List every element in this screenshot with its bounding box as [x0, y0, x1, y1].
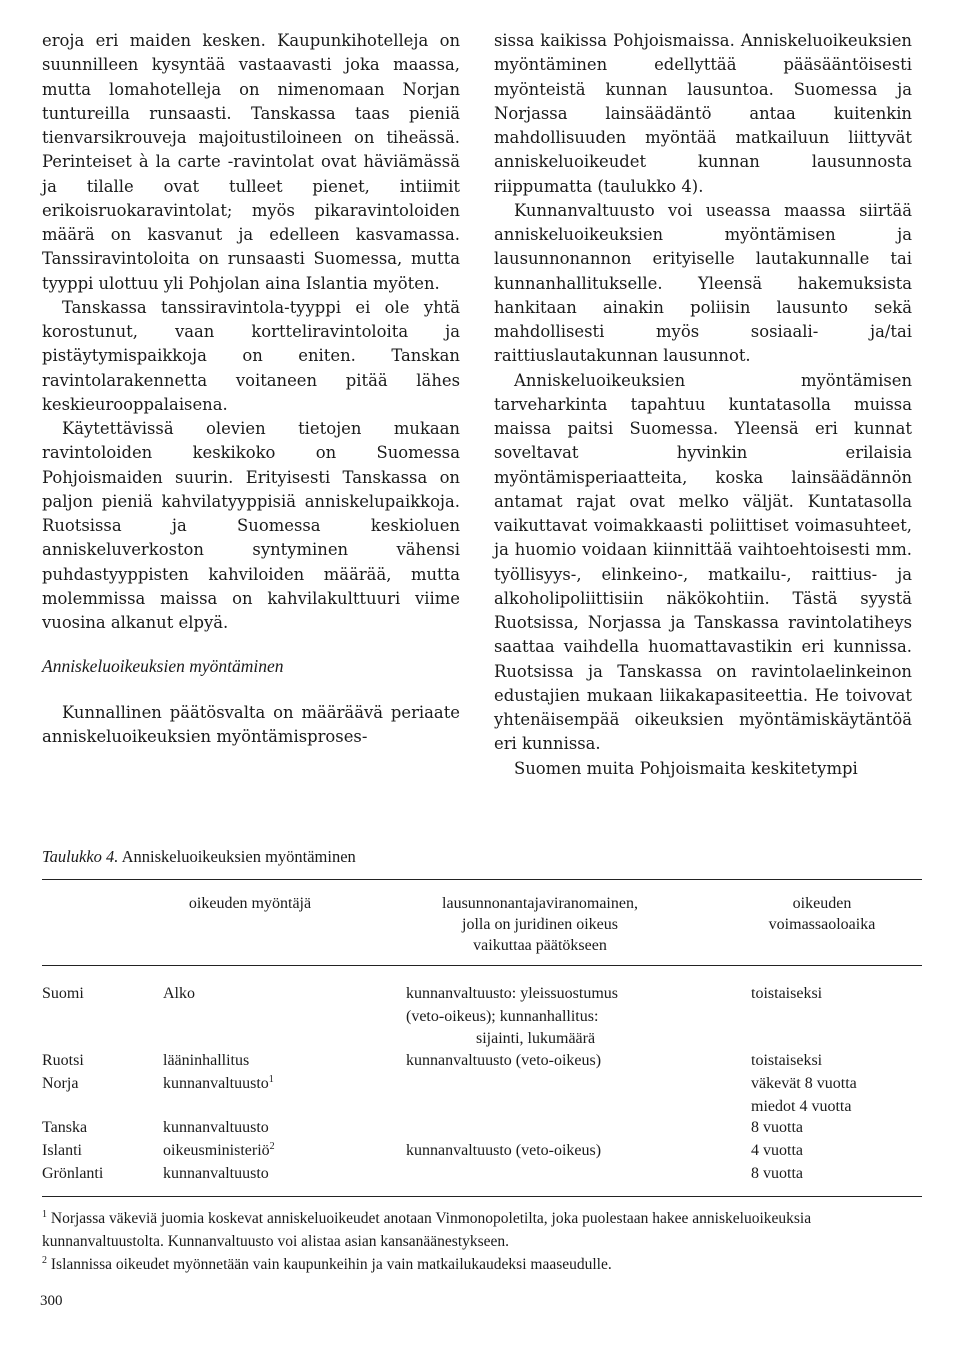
- left-paragraph-4: Kunnallinen päätösvalta on määräävä periaate anniskeluoikeuksien myöntämisproses-: [42, 702, 460, 746]
- footnote-1: [42, 1207, 922, 1253]
- header-grantor-text: oikeuden myöntäjä: [188, 895, 312, 912]
- row-ruotsi-country: Ruotsi: [42, 1052, 84, 1069]
- header-authority-line-3: vaikuttaa päätökseen: [473, 937, 607, 954]
- row-tanska-validity: 8 vuotta: [751, 1119, 803, 1136]
- row-norja-validity-line-1: väkevät 8 vuotta: [751, 1075, 857, 1092]
- row-suomi-country: Suomi: [42, 985, 84, 1002]
- row-norja-validity-line-2: miedot 4 vuotta: [751, 1097, 852, 1115]
- right-paragraph-1: sissa kaikissa Pohjoismaissa. Anniskeluoikeuksien myöntäminen edellyttää pääsääntöisesti myönteistä kunnan lausuntoa. Suomessa ja Norjassa lainsäädäntö antaa kuitenkin mahdollisuuden myöntää matkailuun liittyvät anniskeluoikeudet kunnan lausunnosta riippumatta (taulukko 4).: [494, 31, 912, 196]
- footnote-2-mark: 2: [42, 1255, 47, 1266]
- row-norja-grantor-text: kunnanvaltuusto: [163, 1075, 269, 1092]
- footnote-2-text: Islannissa oikeudet myönnetään vain kaupunkeihin ja vain matkailukaudeksi maaseudulle.: [50, 1256, 612, 1273]
- header-validity-line-2: voimassaoloaika: [768, 916, 876, 933]
- row-suomi-authority-line-2: (veto-oikeus); kunnanhallitus:: [406, 1007, 599, 1025]
- left-paragraph-1: eroja eri maiden kesken. Kaupunkihotelleja on suunnilleen kysyntää vastaavasti joka maassa, mutta lomahotelleja on nimenomaan Norjan tuntureilla runsaasti. Tanskassa taas pieniä tienvarsikrouveja majoitustiloineen on tiheässä. Perinteiset à la carte -ravintolat ovat häviämässä ja tilalle ovat tulleet pienet, intiimit erikoisruokaravintolat; myös pikaravintoloiden määrä on kasvanut ja edelleen kasvamassa. Tanssiravintoloita on runsaasti Suomessa, mutta tyyppi ulottuu yli Pohjolan aina Islantia myöten.: [42, 31, 460, 293]
- table-header-rule: [42, 965, 922, 966]
- row-suomi-authority: [406, 983, 618, 1051]
- table-bottom-rule: [42, 1196, 922, 1197]
- row-ruotsi-authority: kunnanvaltuusto (veto-oikeus): [406, 1052, 602, 1069]
- footnote-ref-1: 1: [268, 1074, 274, 1085]
- row-norja-validity: [751, 1073, 857, 1118]
- row-gronlanti-grantor: kunnanvaltuusto: [163, 1165, 269, 1182]
- header-authority-line-2: jolla on juridinen oikeus: [462, 916, 618, 933]
- row-norja-country: Norja: [42, 1075, 79, 1092]
- footnotes: [42, 1207, 922, 1276]
- row-gronlanti-country: Grönlanti: [42, 1165, 104, 1182]
- row-tanska-grantor: kunnanvaltuusto: [163, 1119, 269, 1136]
- footnote-ref-2: 2: [269, 1141, 275, 1152]
- footnote-2: [42, 1253, 922, 1276]
- footnote-1-mark: 1: [42, 1209, 47, 1220]
- row-islanti-validity: 4 vuotta: [751, 1142, 803, 1159]
- row-islanti-grantor: [163, 1140, 275, 1163]
- right-paragraph-4: Suomen muita Pohjoismaita keskitetympi: [514, 758, 858, 778]
- row-suomi-authority-line-3: sijainti, lukumäärä: [476, 1030, 596, 1048]
- table-caption-label: Taulukko 4.: [42, 847, 119, 866]
- row-islanti-authority: kunnanvaltuusto (veto-oikeus): [406, 1142, 602, 1159]
- table-caption-text: Anniskeluoikeuksien myöntäminen: [121, 847, 356, 866]
- table-top-rule: [42, 879, 922, 880]
- row-gronlanti-validity: 8 vuotta: [751, 1165, 803, 1182]
- header-grantor: [150, 893, 350, 914]
- row-norja-grantor: [163, 1073, 274, 1096]
- header-authority-line-1: lausunnonantajaviranomainen,: [442, 895, 638, 912]
- left-column: [42, 29, 460, 749]
- right-paragraph-2: Kunnanvaltuusto voi useassa maassa siirtää anniskeluoikeuksien myöntämisen ja lausunnonannon erityiselle lautakunnalle tai kunnanhallitukselle. Yleensä hakemuksista hankitaan ainakin poliisin lausunto sekä mahdollisesti myös sosiaali- ja/tai raittiuslautakunnan lausunnot.: [494, 200, 912, 366]
- header-authority: [390, 893, 690, 956]
- right-paragraph-3: Anniskeluoikeuksien myöntämisen tarveharkinta tapahtuu kuntatasolla muissa maissa paitsi Suomessa. Yleensä eri kunnat soveltavat hyvinkin erilaisia myöntämisperiaatteita, koska lainsäädännön antamat rajat ovat melko väljät. Kuntatasolla vaikuttavat voimakkaasti poliittiset voimasuhteet, ja huomio voidaan kiinnittää vaihtoehtoisesti mm. työllisyys-, elinkeino-, matkailu-, raittius- ja alkoholipoliittisiin näkökohtiin. Tästä syystä Ruotsissa, Norjassa ja Tanskassa ravintolatiheys saattaa vaihdella huomattavastikin eri kunnissa. Ruotsissa ja Tanskassa on ravintolaelinkeinon edustajien mukaan liikakapasiteettia. He toivovat yhtenäisempää oikeuksien myöntämiskäytäntöä eri kunnissa.: [494, 370, 912, 754]
- row-suomi-authority-line-1: kunnanvaltuusto: yleissuostumus: [406, 985, 618, 1002]
- header-validity: [732, 893, 912, 935]
- row-suomi-grantor: Alko: [163, 985, 195, 1002]
- row-suomi-validity: toistaiseksi: [751, 985, 823, 1002]
- row-islanti-grantor-text: oikeusministeriö: [163, 1142, 270, 1159]
- section-heading: Anniskeluoikeuksien myöntäminen: [42, 656, 284, 677]
- table-caption: [42, 847, 356, 867]
- row-tanska-country: Tanska: [42, 1119, 88, 1136]
- row-ruotsi-validity: toistaiseksi: [751, 1052, 823, 1069]
- row-islanti-country: Islanti: [42, 1142, 82, 1159]
- footnote-1-text: Norjassa väkeviä juomia koskevat anniskeluoikeudet anotaan Vinmonopoletilta, joka puolestaan hakee anniskeluoikeuksia kunnanvaltuustolta. Kunnanvaltuusto voi alistaa asian kansanäänestykseen.: [42, 1210, 812, 1250]
- left-paragraph-3: Käytettävissä olevien tietojen mukaan ravintoloiden keskikoko on Suomessa Pohjoismaiden suurin. Erityisesti Tanskassa on paljon pieniä kahvilatyyppisiä anniskelupaikkoja. Ruotsissa ja Suomessa keskioluen anniskeluverkoston syntyminen vähensi puhdastyyppisten kahviloiden määrää, mutta molemmissa maissa on kahvilakulttuuri viime vuosina alkanut elpyä.: [42, 419, 460, 632]
- page-number: 300: [40, 1293, 63, 1309]
- left-paragraph-2: Tanskassa tanssiravintola-tyyppi ei ole yhtä korostunut, vaan kortteliravintoloita ja pistäytymispaikkoja on eniten. Tanskan ravintolarakennetta voitaneen pitää lähes keskieurooppalaisena.: [42, 297, 460, 414]
- right-column: [494, 29, 912, 781]
- row-ruotsi-grantor: lääninhallitus: [163, 1052, 250, 1069]
- header-validity-line-1: oikeuden: [792, 895, 852, 912]
